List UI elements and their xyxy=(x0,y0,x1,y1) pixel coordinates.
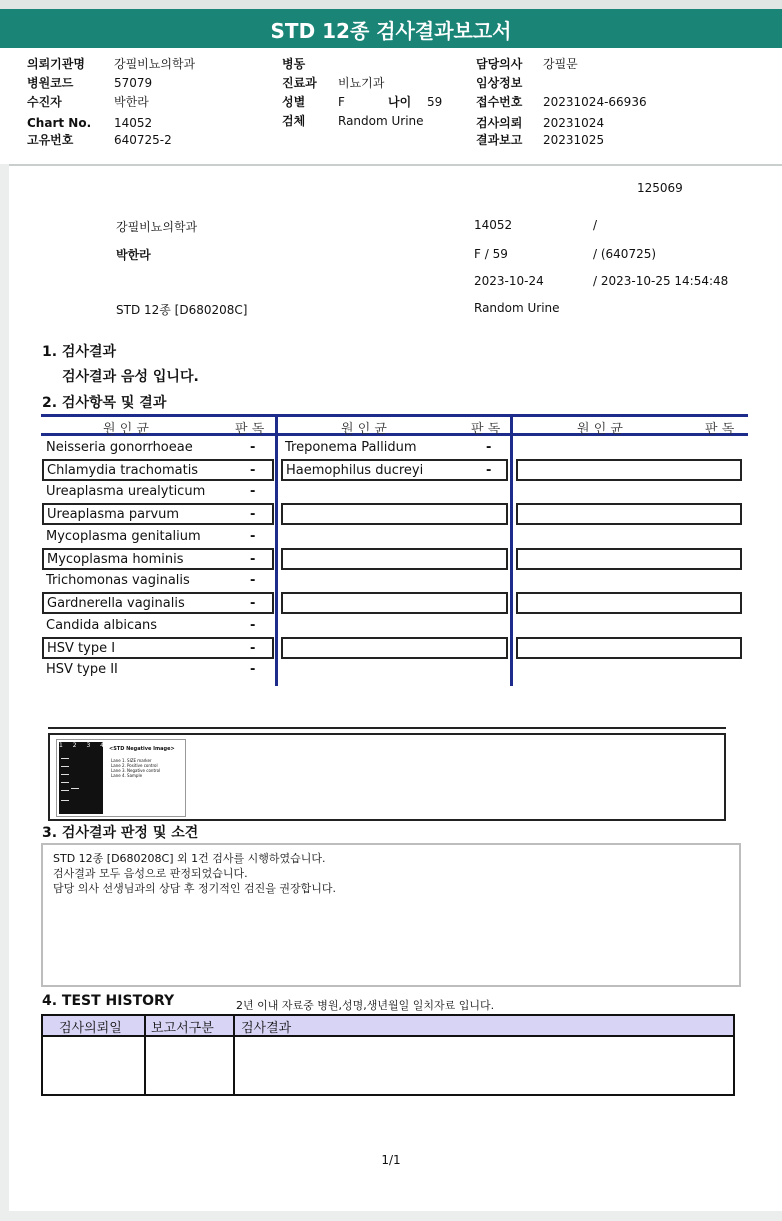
label-department: 진료과 xyxy=(282,76,317,90)
summary-patient: 박한라 xyxy=(116,248,151,262)
interpretation-line: 담당 의사 선생님과의 상담 후 정기적인 검진을 권장합니다. xyxy=(53,882,336,895)
gel-lanes xyxy=(59,742,103,814)
result-row xyxy=(42,616,274,638)
image-divider xyxy=(48,727,726,729)
label-patient: 수진자 xyxy=(27,95,62,109)
pathogen-name: HSV type II xyxy=(46,662,118,677)
value-report-date: 20231025 xyxy=(543,133,605,147)
value-specimen: Random Urine xyxy=(338,114,424,128)
gel-band xyxy=(61,766,69,767)
summary-slash: / xyxy=(593,218,598,232)
label-receipt-no: 접수번호 xyxy=(476,95,523,109)
label-sex: 성별 xyxy=(282,95,306,109)
empty-result-row xyxy=(516,503,742,525)
pathogen-name: Treponema Pallidum xyxy=(285,440,417,455)
value-hospital-code: 57079 xyxy=(114,76,153,90)
pathogen-name: Ureaplasma parvum xyxy=(47,507,180,522)
history-table-header xyxy=(43,1016,733,1037)
value-unique-id: 640725-2 xyxy=(114,133,172,147)
result-row xyxy=(42,548,274,570)
value-request-date: 20231024 xyxy=(543,116,605,130)
page-edge xyxy=(0,164,9,1221)
empty-result-row xyxy=(516,548,742,570)
label-ward: 병동 xyxy=(282,57,306,71)
summary-birth: / (640725) xyxy=(593,247,657,261)
result-row xyxy=(42,438,274,460)
summary-test-name: STD 12종 [D680208C] xyxy=(116,303,248,317)
value-requesting-clinic: 강필비뇨의학과 xyxy=(114,57,196,71)
summary-chart: 14052 xyxy=(474,218,513,232)
empty-result-row xyxy=(281,637,508,659)
pathogen-result: - xyxy=(486,463,492,478)
history-table xyxy=(41,1014,735,1096)
interpretation-line: 검사결과 모두 음성으로 판정되었습니다. xyxy=(53,867,248,880)
col1-pathogen-header: 원 인 균 xyxy=(103,422,149,437)
result-row xyxy=(281,438,508,460)
gel-band xyxy=(61,758,69,759)
page-number: 1/1 xyxy=(381,1153,401,1167)
history-col-request-date: 검사의뢰일 xyxy=(59,1021,122,1036)
report-title: STD 12종 검사결과보고서 xyxy=(270,19,512,43)
gel-electrophoresis-image xyxy=(56,739,186,817)
section4-heading: 4. TEST HISTORY xyxy=(42,993,175,1009)
interpretation-box xyxy=(41,843,741,987)
pathogen-result: - xyxy=(486,440,492,455)
gel-band xyxy=(61,790,69,791)
pathogen-result: - xyxy=(250,641,256,656)
summary-request-date: 2023-10-24 xyxy=(474,274,544,288)
label-doctor: 담당의사 xyxy=(476,57,523,71)
summary-sex-age: F / 59 xyxy=(474,247,508,261)
pathogen-result: - xyxy=(250,463,256,478)
gel-legend-item: Lane 2. Positive control xyxy=(111,763,158,768)
label-clinical-info: 임상정보 xyxy=(476,76,523,90)
pathogen-name: Candida albicans xyxy=(46,618,158,633)
result-row xyxy=(42,459,274,481)
header-divider xyxy=(0,164,782,166)
pathogen-result: - xyxy=(250,552,256,567)
label-report-date: 결과보고 xyxy=(476,133,523,147)
empty-result-row xyxy=(516,592,742,614)
interpretation-line: STD 12종 [D680208C] 외 1건 검사를 시행하였습니다. xyxy=(53,852,326,865)
value-age: 59 xyxy=(427,95,443,109)
label-specimen: 검체 xyxy=(282,114,306,128)
empty-result-row xyxy=(281,503,508,525)
pathogen-name: Mycoplasma genitalium xyxy=(46,529,201,544)
pathogen-name: Chlamydia trachomatis xyxy=(47,463,199,478)
empty-result-row xyxy=(516,459,742,481)
pathogen-result: - xyxy=(250,484,256,499)
overall-result-text: 검사결과 음성 입니다. xyxy=(62,369,199,385)
result-row xyxy=(42,571,274,593)
page-bottom-edge xyxy=(0,1211,782,1221)
result-row xyxy=(42,660,274,682)
pathogen-name: HSV type I xyxy=(47,641,116,656)
pathogen-name: Trichomonas vaginalis xyxy=(46,573,190,588)
section3-heading: 3. 검사결과 판정 및 소견 xyxy=(42,825,199,841)
value-department: 비뇨기과 xyxy=(338,76,385,90)
col2-pathogen-header: 원 인 균 xyxy=(341,422,387,437)
result-row xyxy=(42,527,274,549)
pathogen-result: - xyxy=(250,507,256,522)
gel-band xyxy=(61,800,69,801)
history-column-divider xyxy=(144,1016,146,1094)
value-receipt-no: 20231024-66936 xyxy=(543,95,647,109)
value-sex: F xyxy=(338,95,345,109)
empty-result-row xyxy=(281,592,508,614)
label-request-date: 검사의뢰 xyxy=(476,116,523,130)
label-hospital-code: 병원코드 xyxy=(27,76,74,90)
results-table-header xyxy=(41,414,748,436)
pathogen-result: - xyxy=(250,662,256,677)
col1-judgment-header: 판 독 xyxy=(235,422,265,437)
summary-hospital: 강필비뇨의학과 xyxy=(116,220,198,234)
label-requesting-clinic: 의뢰기관명 xyxy=(27,57,85,71)
result-row xyxy=(42,482,274,504)
col2-judgment-header: 판 독 xyxy=(471,422,501,437)
result-row xyxy=(281,459,508,481)
pathogen-result: - xyxy=(250,529,256,544)
pathogen-name: Haemophilus ducreyi xyxy=(286,463,424,478)
history-column-divider xyxy=(233,1016,235,1094)
gel-legend-item: Lane 3. Negative control xyxy=(111,768,161,773)
gel-image-frame xyxy=(48,733,726,821)
section2-heading: 2. 검사항목 및 결과 xyxy=(42,395,167,411)
column-divider-1 xyxy=(275,414,278,686)
gel-legend-item: Lane 1. SIZE marker xyxy=(111,758,152,763)
pathogen-name: Neisseria gonorrhoeae xyxy=(46,440,193,455)
history-col-report-type: 보고서구분 xyxy=(151,1021,214,1036)
summary-report-datetime: / 2023-10-25 14:54:48 xyxy=(593,274,729,288)
pathogen-result: - xyxy=(250,573,256,588)
history-col-result: 검사결과 xyxy=(241,1021,292,1036)
col3-pathogen-header: 원 인 균 xyxy=(577,422,623,437)
pathogen-result: - xyxy=(250,618,256,633)
gel-lane-numbers: 1 2 3 4 xyxy=(59,742,108,749)
report-code: 125069 xyxy=(637,181,683,195)
result-row xyxy=(42,592,274,614)
result-row xyxy=(42,637,274,659)
gel-band xyxy=(71,788,79,789)
pathogen-result: - xyxy=(250,596,256,611)
gel-band xyxy=(61,782,69,783)
empty-result-row xyxy=(281,548,508,570)
value-doctor: 강필문 xyxy=(543,57,578,71)
gel-title: <STD Negative Image> xyxy=(109,746,175,752)
value-patient: 박한라 xyxy=(114,95,149,109)
gel-band xyxy=(61,774,69,775)
section1-heading: 1. 검사결과 xyxy=(42,344,117,360)
result-row xyxy=(42,503,274,525)
empty-result-row xyxy=(516,637,742,659)
gel-legend-item: Lane 4. Sample xyxy=(111,773,143,778)
label-unique-id: 고유번호 xyxy=(27,133,74,147)
history-note: 2년 이내 자료중 병원,성명,생년월일 일치자료 입니다. xyxy=(236,999,495,1012)
pathogen-name: Gardnerella vaginalis xyxy=(47,596,185,611)
value-chart-no: 14052 xyxy=(114,116,153,130)
col3-judgment-header: 판 독 xyxy=(705,422,735,437)
pathogen-result: - xyxy=(250,440,256,455)
column-divider-2 xyxy=(510,414,513,686)
pathogen-name: Mycoplasma hominis xyxy=(47,552,184,567)
label-age: 나이 xyxy=(388,95,412,109)
pathogen-name: Ureaplasma urealyticum xyxy=(46,484,206,499)
summary-specimen: Random Urine xyxy=(474,301,560,315)
header-info xyxy=(0,0,782,160)
label-chart-no: Chart No. xyxy=(27,116,92,130)
